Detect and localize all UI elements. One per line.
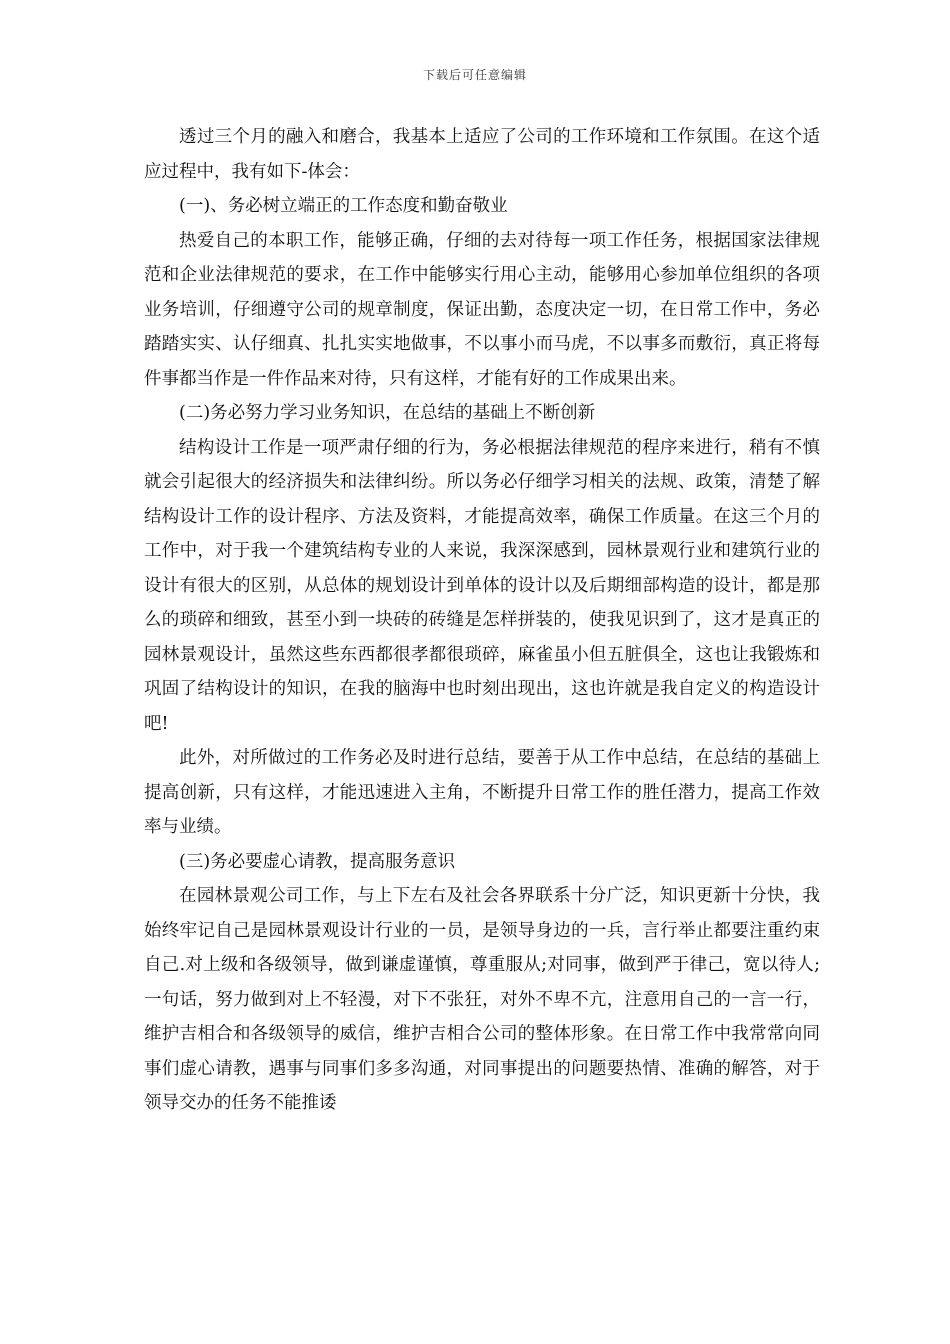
section-heading-2: (二)务必努力学习业务知识，在总结的基础上不断创新 — [179, 403, 596, 423]
section-heading-1: (一)、务必树立端正的工作态度和勤奋敬业 — [179, 196, 508, 216]
section-heading-3: (三)务必要虚心请教，提高服务意识 — [179, 851, 456, 872]
page-header: 下载后可任意编辑 — [422, 68, 527, 82]
paragraph-service-attitude: 在园林景观公司工作，与上下左右及社会各界联系十分广泛，知识更新十分快，我始终牢记自己是园林景观设计行业的一员，是领导身边的一兵，言行举止都要注重约束自己.对上级和各级领导，做到谦虚谨慎，尊重服从;对同事，做到严于律己，宽以待人;一句话，努力做到对上不轻漫，对下不张狂，对外不卑不亢，注意用自己的一言一行，维护吉相合和各级领导的威信，维护吉相合公司的整体形象。在日常工作中我常常向同事们虚心请教，遇事与同事们多多沟通，对同事提出的问题要热情、准确的解答，对于领导交办的任务不能推诿 — [144, 886, 820, 1113]
paragraph-work-attitude: 热爱自己的本职工作，能够正确，仔细的去对待每一项工作任务，根据国家法律规范和企业法律规范的要求，在工作中能够实行用心主动，能够用心参加单位组织的各项业务培训，仔细遵守公司的规章制度，保证出勤，态度决定一切，在日常工作中，务必踏踏实实、认仔细真、扎扎实实地做事，不以事小而马虎，不以事多而敷衍，真正将每件事都当作是一件作品来对待，只有这样，才能有好的工作成果出来。 — [144, 230, 820, 389]
paragraph-structural-design: 结构设计工作是一项严肃仔细的行为，务必根据法律规范的程序来进行，稍有不慎就会引起很大的经济损失和法律纠纷。所以务必仔细学习相关的法规、政策，清楚了解结构设计工作的设计程序、方法及资料，才能提高效率，确保工作质量。在这三个月的工作中，对于我一个建筑结构专业的人来说，我深深感到，园林景观行业和建筑行业的设计有很大的区别，从总体的规划设计到单体的设计以及后期细部构造的设计，都是那么的琐碎和细致，甚至小到一块砖的砖缝是怎样拼装的，使我见识到了，这才是真正的园林景观设计，虽然这些东西都很孝都很琐碎，麻雀虽小但五脏俱全，这也让我锻炼和巩固了结构设计的知识，在我的脑海中也时刻出现出，这也许就是我自定义的构造设计吧! — [144, 437, 820, 734]
document-body — [144, 120, 820, 1121]
paragraph-intro: 透过三个月的融入和磨合，我基本上适应了公司的工作环境和工作氛围。在这个适应过程中，我有如下-体会： — [144, 127, 820, 182]
paragraph-summary: 此外，对所做过的工作务必及时进行总结，要善于从工作中总结，在总结的基础上提高创新，只有这样，才能迅速进入主角，不断提升日常工作的胜任潜力，提高工作效率与业绩。 — [144, 748, 820, 837]
